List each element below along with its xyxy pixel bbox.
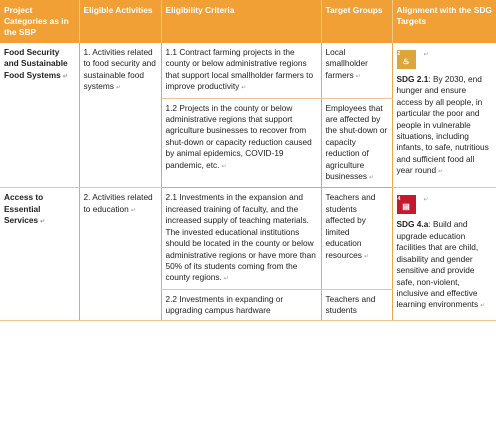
target-group-text: Employees that are affected by the shut-down or capacity reduction of agriculture businesses xyxy=(325,102,388,182)
category-label: Access to Essential Services xyxy=(4,192,44,226)
table-row xyxy=(0,43,496,98)
table-header-row xyxy=(0,0,496,43)
table-row xyxy=(0,188,496,289)
target-group-text: Teachers and students xyxy=(325,293,376,316)
header-project-categories: Project Categories as in the SBP xyxy=(0,0,79,43)
criteria-text: 2.2 Investments in expanding or upgrading campus hardware xyxy=(165,293,284,316)
category-label: Food Security and Sustainable Food Systems xyxy=(4,47,68,80)
criteria-text: 1.1 Contract farming projects in the county or below administrative regions that support local smallholder farmers to improve productivity xyxy=(165,47,314,92)
category-cell xyxy=(0,188,79,320)
criteria-text: 1.2 Projects in the county or below administrative regions that support agriculture businesses to recover from shut-down or capacity reduction caused by animal epidemics, COVID-19 pandemic, etc. xyxy=(165,102,312,170)
category-cell xyxy=(0,43,79,188)
sdg-alignment-cell xyxy=(392,188,496,320)
target-group-cell xyxy=(321,289,392,320)
paragraph-mark-icon: ↵ xyxy=(130,207,136,214)
header-target-groups: Target Groups xyxy=(321,0,392,43)
header-eligible-activities: Eligible Activities xyxy=(79,0,161,43)
paragraph-mark-icon: ↵ xyxy=(423,197,429,204)
header-sdg-alignment: Alignment with the SDG Targets xyxy=(392,0,496,43)
paragraph-mark-icon: ↵ xyxy=(115,85,121,92)
criteria-cell xyxy=(161,289,321,320)
target-group-text: Teachers and students affected by limited education resources xyxy=(325,192,376,260)
sdg-2-zero-hunger-icon: 2 ♨ xyxy=(397,50,416,69)
paragraph-mark-icon: ↵ xyxy=(221,163,227,170)
target-group-cell xyxy=(321,43,392,98)
target-group-cell xyxy=(321,98,392,188)
target-group-text: Local smallholder farmers xyxy=(325,47,368,80)
sdg-4-quality-education-icon: 4 ▤ xyxy=(397,195,416,214)
paragraph-mark-icon: ↵ xyxy=(423,52,429,58)
paragraph-mark-icon: ↵ xyxy=(40,219,46,226)
paragraph-mark-icon: ↵ xyxy=(363,253,369,260)
criteria-text: 2.1 Investments in the expansion and increased training of faculty, and the increased supply of teaching materials. The invested educational institutions should be located in the county or below administrative regions or have more than 50% of its students coming from the county regions. xyxy=(165,192,316,283)
sdg-target-id: SDG 4.a xyxy=(396,219,429,230)
activity-cell xyxy=(79,188,161,320)
paragraph-mark-icon: ↵ xyxy=(223,276,229,283)
sdg-target-description xyxy=(397,74,493,179)
paragraph-mark-icon: ↵ xyxy=(241,85,247,92)
sdg-target-text: : Build and upgrade education facilities that are child, disability and gender sensitive and provide safe, non-violent, inclusive and effective learning environments xyxy=(396,219,479,310)
criteria-cell xyxy=(161,43,321,98)
target-group-cell xyxy=(321,188,392,289)
paragraph-mark-icon: ↵ xyxy=(369,175,375,182)
activity-label: 2. Activities related to education xyxy=(83,192,153,214)
paragraph-mark-icon: ↵ xyxy=(480,303,486,310)
paragraph-mark-icon: ↵ xyxy=(62,73,68,80)
sdg-alignment-cell xyxy=(392,43,496,188)
sdg-target-text: : By 2030, end hunger and ensure access by all people, in particular the poor and people in vulnerable situations, including infants, to safe, nutritious and sufficient food all year round xyxy=(396,74,489,176)
activity-cell xyxy=(79,43,161,188)
sdg-target-description xyxy=(397,219,493,312)
paragraph-mark-icon: ↵ xyxy=(355,73,361,80)
sdg-target-id: SDG 2.1 xyxy=(396,74,429,84)
criteria-cell xyxy=(161,98,321,188)
paragraph-mark-icon: ↵ xyxy=(438,169,444,176)
criteria-cell xyxy=(161,188,321,289)
header-eligibility-criteria: Eligibility Criteria xyxy=(161,0,321,43)
activity-label: 1. Activities related to food security and sustainable food systems xyxy=(83,47,156,92)
